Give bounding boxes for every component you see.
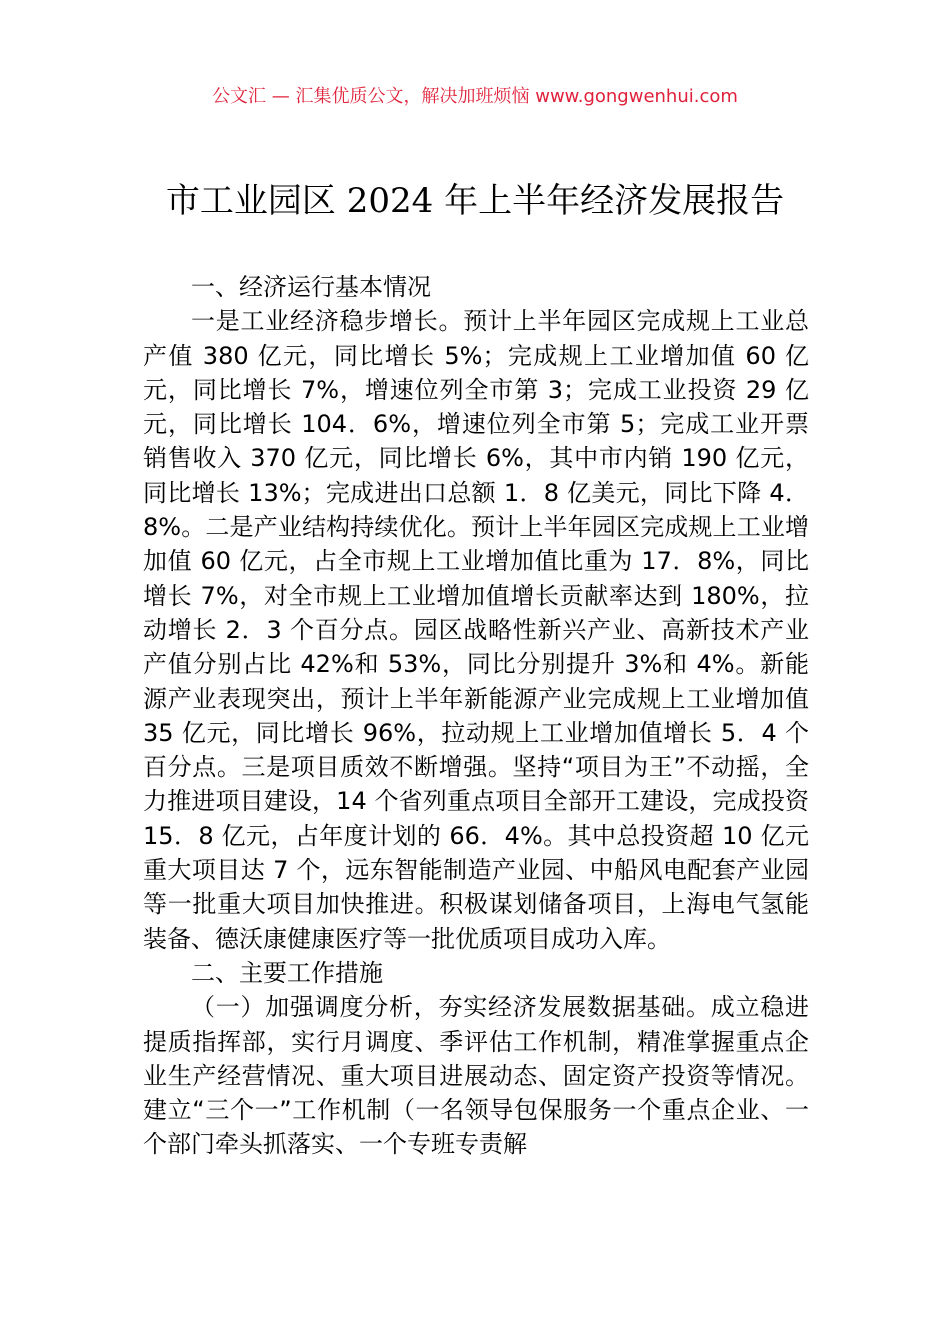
section-paragraph-1: 一是工业经济稳步增长。预计上半年园区完成规上工业总产值 380 亿元，同比增长 5%；完成规上工业增加值 60 亿元，同比增长 7%，增速位列全市第 3；完成工业投资 29 亿元，同比增长 104．6%，增速位列全市第 5；完成工业开票销售收入 370 亿元，同比增长 6%，其中市内销 190 亿元，同比增长 13%；完成进出口总额 1．8 亿美元，同比下降 4．8%。二是产业结构持续优化。预计上半年园区完成规上工业增加值 60 亿元，占全市规上工业增加值比重为 17．8%，同比增长 7%，对全市规上工业增加值增长贡献率达到 180%，拉动增长 2．3 个百分点。园区战略性新兴产业、高新技术产业产值分别占比 42%和 53%，同比分别提升 3%和 4%。新能源产业表现突出，预计上半年新能源产业完成规上工业增加值 35 亿元，同比增长 96%，拉动规上工业增加值增长 5．4 个百分点。三是项目质效不断增强。坚持“项目为王”不动摇，全力推进项目建设，14 个省列重点项目全部开工建设，完成投资 15．8 亿元，占年度计划的 66．4%。其中总投资超 10 亿元重大项目达 7 个，远东智能制造产业园、中船风电配套产业园等一批重大项目加快推进。积极谋划储备项目，上海电气氢能装备、德沃康健康医疗等一批优质项目成功入库。	[143, 307, 809, 953]
site-banner[interactable]: 公文汇 — 汇集优质公文，解决加班烦恼 www.gongwenhui.com	[212, 86, 738, 107]
section-paragraph-2: （一）加强调度分析，夯实经济发展数据基础。成立稳进提质指挥部，实行月调度、季评估工作机制，精准掌握重点企业生产经营情况、重大项目进展动态、固定资产投资等情况。建立“三个一”工作机制（一名领导包保服务一个重点企业、一个部门牵头抓落实、一个专班专责解	[143, 993, 809, 1159]
section-heading-2: 二、主要工作措施	[191, 958, 383, 987]
document-title: 市工业园区 2024 年上半年经济发展报告	[165, 181, 785, 221]
section-heading-1: 一、经济运行基本情况	[191, 273, 431, 301]
document-body	[143, 270, 809, 1162]
